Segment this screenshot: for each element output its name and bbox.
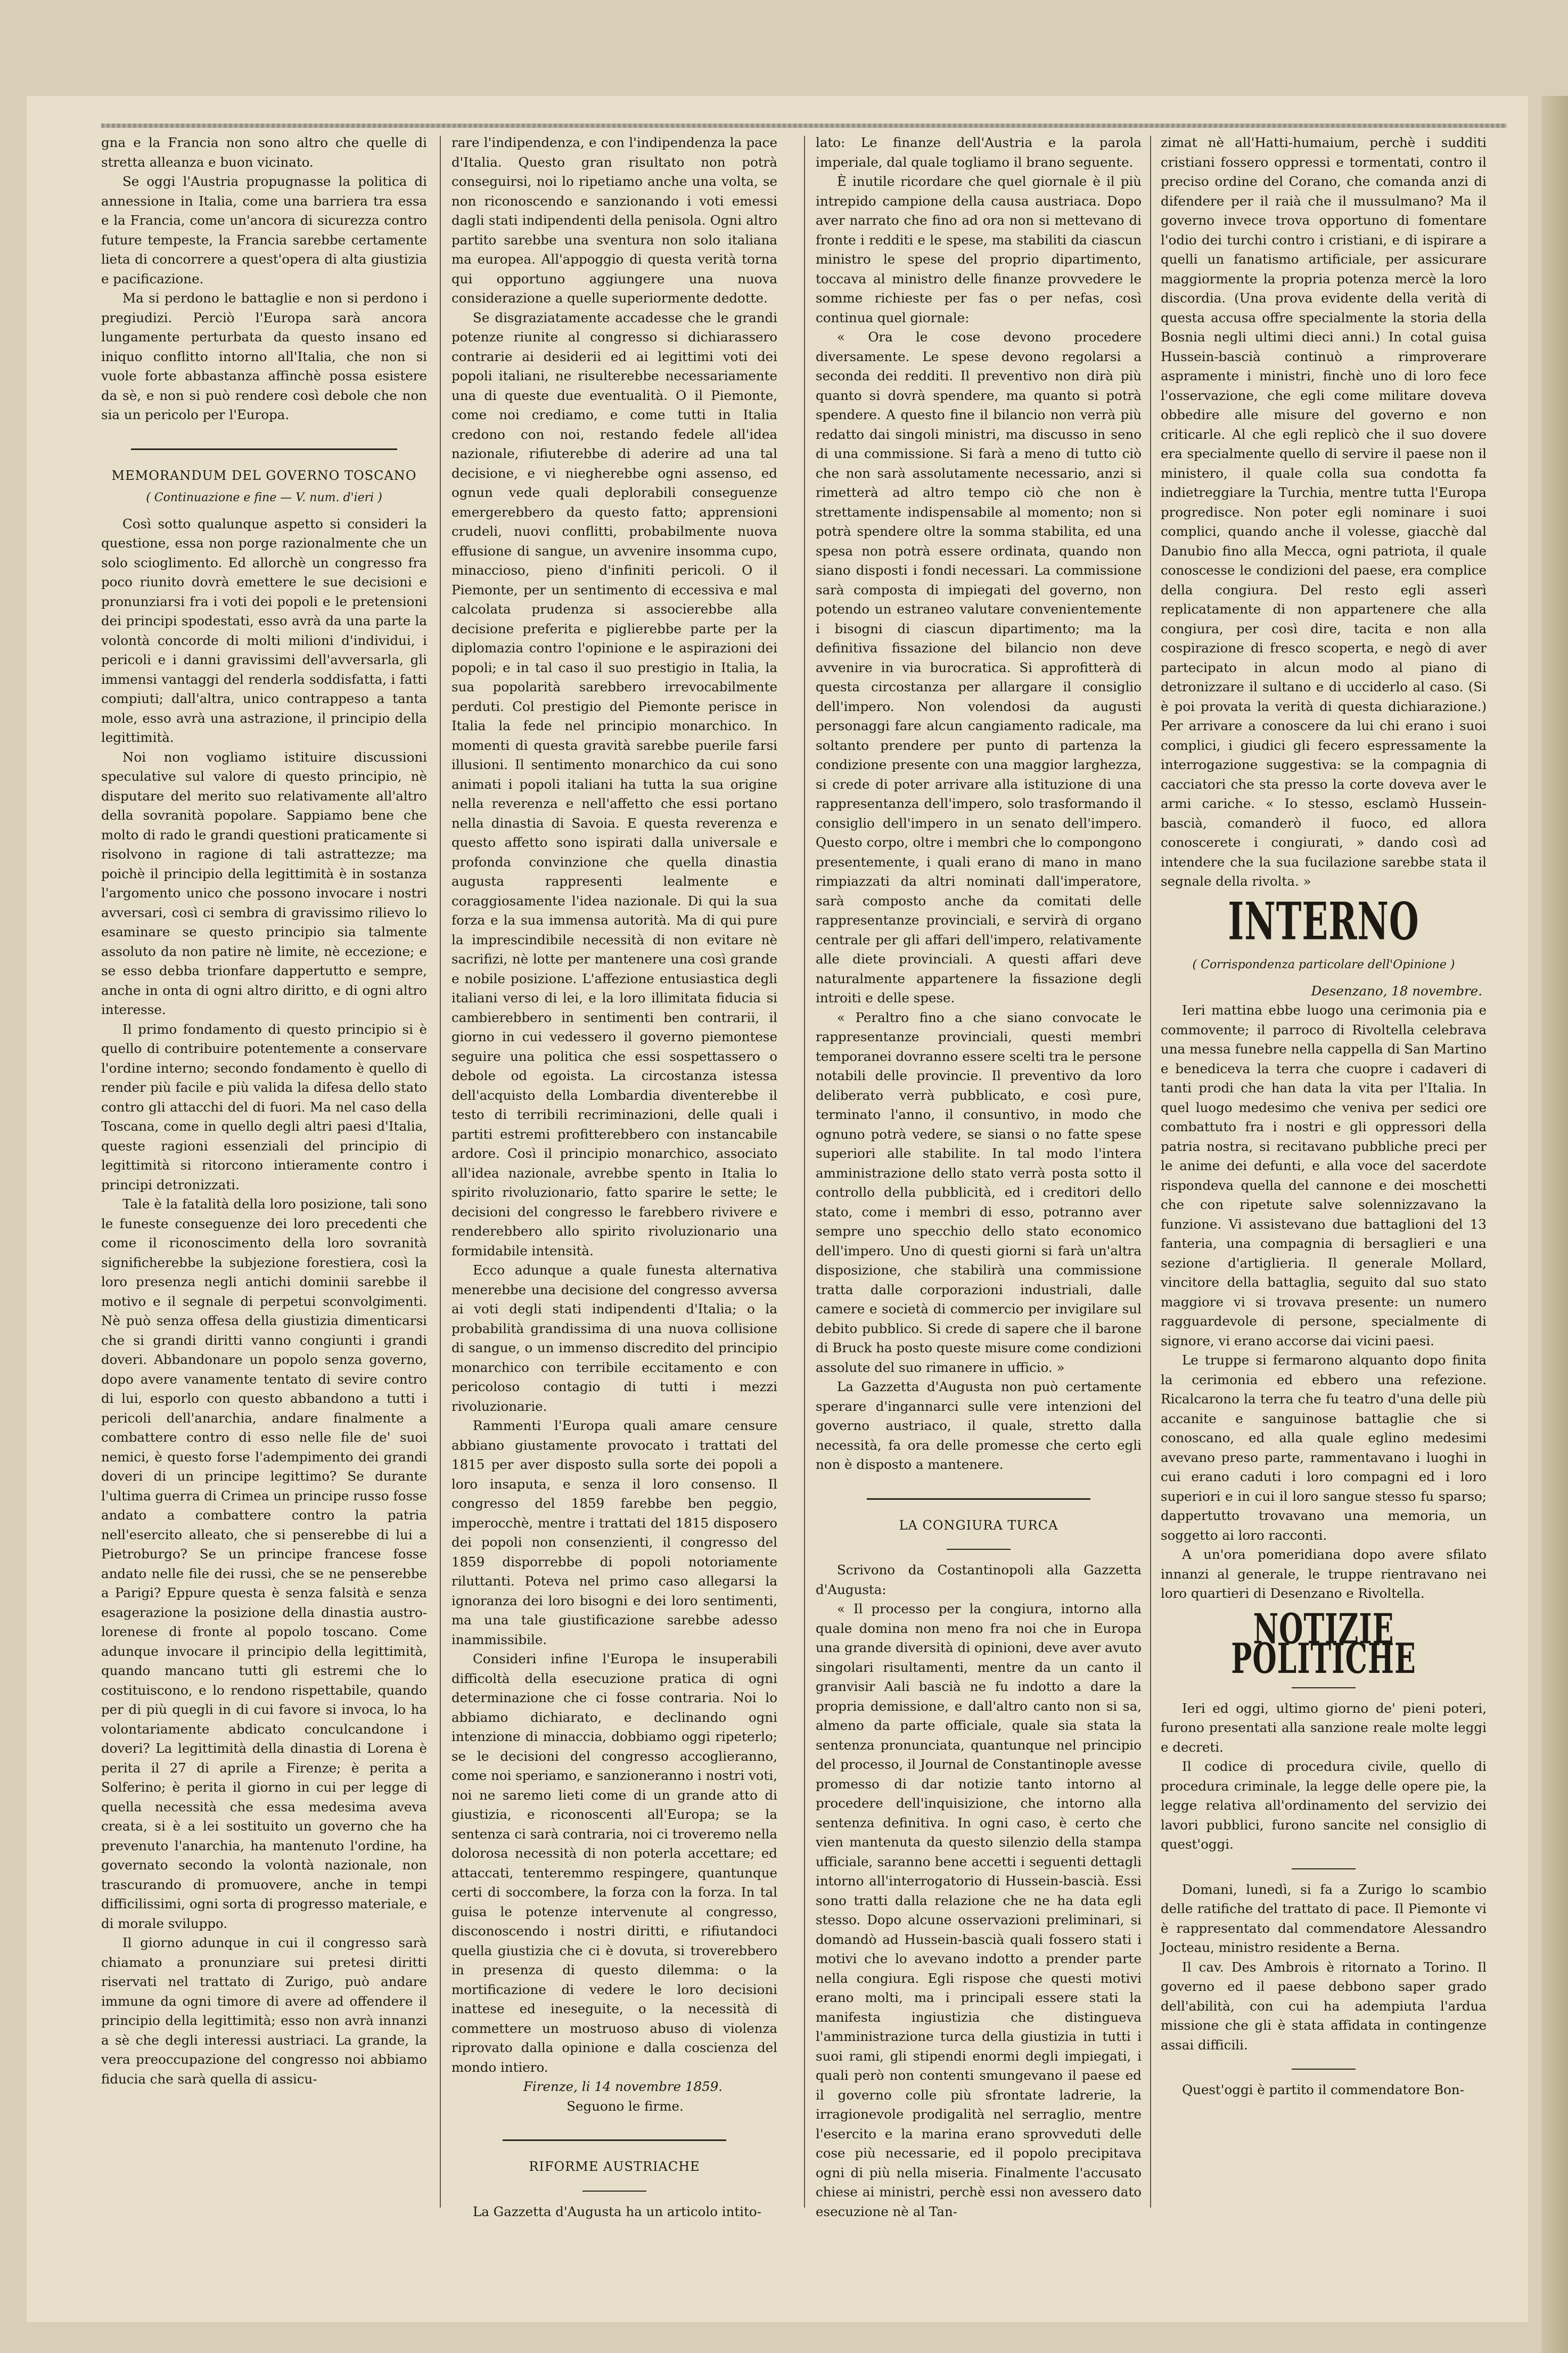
- section-heading-notizie: NOTIZIE POLITICHE: [1231, 1604, 1416, 1682]
- section-heading-riforme: RIFORME AUSTRIACHE: [529, 2159, 700, 2174]
- section-heading-congiura: LA CONGIURA TURCA: [899, 1517, 1058, 1533]
- paragraph: « Il processo per la congiura, intorno alla quale domina non meno fra noi che in Europa una grande diversità di opinioni, deve aver avuto singolari risultamenti, mentre da un canto il granvisir Aali bascià ne fu indotto a dare la propria demissione, e dall'altro canto non si sa, almeno da parte officiale, quale sia stata la sentenza pronunciata, quantunque nel principio del processo, il Journal de Constantinople avesse promesso di dar notizie tanto intorno al procedere dell'inquisizione, che intorno alla sentenza definitiva. In ogni caso, è certo che vien mantenuta da questo silenzio della stampa ufficiale, saranno bene accetti i seguenti dettagli intorno all'interrogatorio di Hussein-bascià. Essi sono tratti dalla relazione che ne ha data egli stesso. Dopo alcune osservazioni preliminari, si domandò ad Hussein-bascià quali fossero stati i motivi che lo avevano indotto a prender parte nella congiura. Egli rispose che questi motivi erano molti, ma i principali essere stati la manifesta ingiustizia che distingueva l'amministrazione turca della giustizia in tutti i suoi rami, gli stipendi enormi degli impiegati, i quali però non contenti smungevano il paese ed il governo colle più sfrontate ladrerie, la irragionevole prodigalità nel serraglio, mentre l'esercito e la marina erano sprovveduti delle cose più necessarie, ed il popolo precipitava ogni di più nella miseria. Finalmente l'accusato chiese ai ministri, perchè essi non avessero dato esecuzione nè al Tan-: [816, 1601, 1142, 2219]
- paragraph: Ma si perdono le battaglie e non si perdono i pregiudizi. Perciò l'Europa sarà ancora lungamente perturbata da questo insano ed iniquo conflitto intorno all'Italia, che non si vuole forte abbastanza affinchè possa esistere da sè, e non si può rendere così debole che non sia un pericolo per l'Europa.: [101, 290, 427, 422]
- paragraph: Rammenti l'Europa quali amare censure abbiano giustamente provocato i trattati del 1815 per aver disposto sulla sorte dei popoli a loro insaputa, e senza il loro consenso. Il congresso del 1859 farebbe ben peggio, imperocchè, mentre i trattati del 1815 disposero dei popoli non consenzienti, il congresso del 1859 disporrebbe di popoli notoriamente riluttanti. Poteva nel primo caso allegarsi la ignoranza dei loro bisogni e dei loro sentimenti, ma una tale giustificazione sarebbe adesso inammissibile.: [451, 1418, 777, 1647]
- divider: [1292, 1687, 1356, 1688]
- paragraph: gna e la Francia non sono altro che quelle di stretta alleanza e buon vicinato.: [101, 135, 427, 170]
- paragraph: Ecco adunque a quale funesta alternativa menerebbe una decisione del congresso avversa ai voti degli stati indipendenti d'Italia; o la probabilità grandissima di una nuova collisione di sangue, o un immenso discredito del principio monarchico con terribile eccitamento e con pericoloso contagio di tutti i mezzi rivoluzionarie.: [451, 1262, 777, 1414]
- paragraph: lato: Le finanze dell'Austria e la parola imperiale, dal quale togliamo il brano seguente.: [816, 135, 1142, 170]
- section-subhead: ( Continuazione e fine — V. num. d'ieri ): [146, 491, 382, 504]
- column-2: [451, 133, 777, 2221]
- paragraph: A un'ora pomeridiana dopo avere sfilato innanzi al generale, le truppe rientravano nei loro quartieri di Desenzano e Rivoltella.: [1161, 1547, 1487, 1601]
- top-border: [101, 124, 1507, 128]
- paragraph: La Gazzetta d'Augusta ha un articolo intito-: [473, 2203, 761, 2219]
- paragraph: Consideri infine l'Europa le insuperabili difficoltà della esecuzione pratica di ogni determinazione che ci fosse contraria. Noi lo abbiamo dichiarato, e declinando ogni intenzione di minaccia, dobbiamo oggi ripeterlo; se le decisioni del congresso accoglieranno, come noi speriamo, e sanzioneranno i nostri voti, noi ne saremo lieti come di un grande atto di giustizia, e riconoscenti all'Europa; se la sentenza ci sarà contraria, noi ci troveremo nella dolorosa necessità di non poterla accettare; ed attaccati, tenteremmo respingere, quantunque certi di soccombere, la forza con la forza. In tal guisa le potenze intervenute al congresso, disconoscendo i nostri diritti, e rifiutandoci quella giustizia che ci è dovuta, si troverebbero in presenza di questo dilemma: o la mortificazione di vedere le loro decisioni inattese ed ineseguite, o la necessità di commettere un mostruoso abuso di violenza riprovato dalla opinione e dalla coscienza del mondo intiero.: [451, 1651, 778, 2075]
- signature-note: Seguono le firme.: [567, 2098, 684, 2114]
- paragraph: Ieri ed oggi, ultimo giorno de' pieni poteri, furono presentati alla sanzione reale molte leggi e decreti.: [1161, 1700, 1487, 1755]
- column-3: [816, 133, 1142, 2221]
- column-rule: [440, 136, 441, 2208]
- divider: [131, 448, 397, 450]
- page-edge: [1541, 96, 1568, 2353]
- paragraph: zimat nè all'Hatti-humaium, perchè i sudditi cristiani fossero oppressi e tormentati, contro il preciso ordine del Corano, che comanda anzi di difendere per il raià che il mussulmano? Ma il governo invece trova opportuno di fomentare l'odio dei turchi contro i cristiani, e di ispirare a quelli un fanatismo artificiale, per assicurare maggiormente la propria potenza mercè la loro discordia. (Una prova evidente della verità di questa accusa offre specialmente la storia della Bosnia negli ultimi dieci anni.) In cotal guisa Hussein-bascià continuò a rimproverare aspramente i ministri, finchè uno di loro fece l'osservazione, che egli come militare doveva obbedire alle misure del governo e non criticarle. Al che egli replicò che il suo dovere era specialmente quello di servire il paese non il ministero, il quale colla sua condotta fa indietreggiare la Turchia, mentre tutta l'Europa progredisce. Non poter egli nominare i suoi complici, quando anche il volesse, giacchè dal Danubio fino alla Mecca, ogni patriota, il quale conoscesse le condizioni del paese, era complice della congiura. Del resto egli asserì replicatamente di non appartenere che alla congiura, per così dire, tacita e non alla cospirazione di fresco scoperta, e negò di aver partecipato in alcun modo al piano di detronizzare il sultano e di ucciderlo al caso. (Si è poi provata la verità di questa dichiarazione.) Per arrivare a conoscere da lui chi erano i suoi complici, i giudici gli fecero espressamente la interrogazione suggestiva: se la compagnia di cacciatori che sta presso la corte doveva aver le armi cariche. « Io stesso, esclamò Hussein-bascià, comanderò il fuoco, ed allora conoscerete i congiurati, » dando così ad intendere che la sua fucilazione sarebbe stata il segnale della rivolta. »: [1161, 135, 1487, 889]
- column-4: [1161, 133, 1487, 2100]
- section-heading-interno: INTERNO: [1228, 892, 1419, 952]
- paragraph: « Peraltro fino a che siano convocate le rappresentanze provinciali, questi membri temporanei dovranno essere scelti tra le persone notabili delle provincie. Il preventivo da loro deliberato verrà pubblicato, e così pure, terminato l'anno, il consuntivo, in modo che ognuno potrà vedere, se siansi o no fatte spese superiori alle stabilite. In tal modo l'intera amministrazione dello stato verrà posta sotto il controllo della pubblicità, ed i creditori dello stato, come i membri di esso, potranno aver sempre uno specchio dello stato economico dell'impero. Uno di questi giorni si farà un'altra disposizione, che stabilirà una commissione tratta dalle corporazioni industriali, dalle camere e società di commercio per invigilare sul debito pubblico. Si crede di sapere che il barone di Bruck ha posto queste misure come condizioni assolute del suo rimanere in ufficio. »: [816, 1009, 1142, 1375]
- divider: [1292, 1868, 1356, 1869]
- paragraph: Il primo fondamento di questo principio si è quello di contribuire potentemente a conservare l'ordine interno; secondo fondamento è quello di render più facile e più valida la difesa dello stato contro gli attacchi del di fuori. Ma nel caso della Toscana, come in quello degli altri paesi d'Italia, queste ragioni essenziali del principio di legittimità si ritorcono intieramente contro i principi detronizzati.: [101, 1021, 427, 1192]
- paragraph: Il cav. Des Ambrois è ritornato a Torino. Il governo ed il paese debbono saper grado dell'abilità, con cui ha adempiuta l'ardua missione che gli è stata affidata in contingenze assai difficili.: [1161, 1959, 1487, 2053]
- dateline: Firenze, li 14 novembre 1859.: [523, 2079, 723, 2094]
- divider: [582, 2191, 646, 2192]
- paragraph: Se disgraziatamente accadesse che le grandi potenze riunite al congresso si dichiarassero contrarie ai desiderii ed ai legittimi voti dei popoli italiani, ne risulterebbe necessariamente una di queste due eventualità. O il Piemonte, come noi crediamo, e come tutti in Italia credono con noi, restando fedele all'idea nazionale, rifiuterebbe di aderire ad una tal decisione, e vi niegherebbe ogni assenso, ed ognun vede quali deplorabili conseguenze emergerebbero da questo fatto; apprensioni crudeli, nuovi conflitti, probabilmente nuova effusione di sangue, un avvenire insomma cupo, minaccioso, pieno d'infiniti pericoli. O il Piemonte, per un sentimento di eccessiva e mal calcolata prudenza si associerebbe alla decisione preferita e piglierebbe parte per la diplomazia contro l'opinione e le aspirazioni dei popoli; e in tal caso il suo prestigio in Italia, la sua popolarità sarebbero irrevocabilmente perduti. Col prestigio del Piemonte perisce in Italia la fede nel principio monarchico. In momenti di questa gravità sarebbe puerile farsi illusioni. Il sentimento monarchico da cui sono animati i popoli italiani ha tutta la sua origine nella reverenza e nell'affetto che essi portano nella dinastia di Savoia. E questa reverenza e questo affetto sono ispirati dalla universale e profonda convinzione che quella dinastia augusta rappresenti lealmente e coraggiosamente l'idea nazionale. Di qui la sua forza e la sua immensa autorità. Ma di qui pure la imprescindibile necessità di non evitare nè sacrifizi, nè lotte per mantenere una così grande e nobile posizione. L'affezione entusiastica degli italiani verso di lei, e la loro illimitata fiducia si cambierebbero in sentimenti ben contrarii, il giorno in cui vedessero il governo piemontese seguire una politica che essi sospettassero o debole od egoista. La circostanza istessa dell'acquisto della Lombardia diventerebbe il testo di terribili recriminazioni, delle quali i partiti estremi profitterebbero con instancabile ardore. Così il principio monarchico, associato all'idea nazionale, avrebbe spento in Italia lo spirito rivoluzionario, fatto sparire le sette; le decisioni del congresso le farebbero rivivere e renderebbero allo spirito rivoluzionario una formidabile intensità.: [451, 309, 777, 1259]
- divider: [503, 2139, 726, 2141]
- paragraph: È inutile ricordare che quel giornale è il più intrepido campione della causa austriaca. Dopo aver narrato che fino ad ora non si mettevano di fronte i redditi e le spese, ma stabiliti da ciascun ministro le spese del proprio dipartimento, toccava al ministro delle finanze provvedere le somme richieste per fas o per nefas, così continua quel giornale:: [816, 174, 1142, 325]
- paragraph: La Gazzetta d'Augusta non può certamente sperare d'ingannarci sulle vere intenzioni del governo austriaco, il quale, stretto dalla necessità, fa ora delle promesse che certo egli non è disposto a mantenere.: [816, 1379, 1142, 1472]
- paragraph: Il giorno adunque in cui il congresso sarà chiamato a pronunziare sui pretesi diritti riservati nel trattato di Zurigo, può andare immune da ogni timore di avere ad offendere il principio della legittimità; esso non avrà innanzi a sè che degli interessi austriaci. La grande, la vera preoccupazione del congresso noi abbiamo fiducia che sarà quella di assicu-: [101, 1935, 427, 2087]
- divider: [1292, 2069, 1356, 2070]
- paragraph: Se oggi l'Austria propugnasse la politica di annessione in Italia, come una barriera tra essa e la Francia, come un'ancora di sicurezza contro future tempeste, la Francia sarebbe certamente lieta di concorrere a quest'opera di alta giustizia e pacificazione.: [101, 174, 427, 287]
- divider: [947, 1549, 1011, 1550]
- section-subhead: ( Corrispondenza particolare dell'Opinione ): [1192, 958, 1455, 971]
- paragraph: Ieri mattina ebbe luogo una cerimonia pia e commovente; il parroco di Rivoltella celebrava una messa funebre nella cappella di San Martino e benediceva la terra che cuopre i cadaveri di tanti prodi che han data la vita per l'Italia. In quel luogo medesimo che veniva per sedici ore combattuto fra i nostri e gli oppressori della patria nostra, si recitavano pubbliche preci per le anime dei defunti, e alla voce del sacerdote rispondeva quella del cannone e dei moschetti che con ripetute salve solennizzavano la funzione. Vi assistevano due battaglioni del 13 fanteria, una compagnia di bersaglieri e una sezione d'artiglieria. Il generale Mollard, vincitore della battaglia, seguito dal suo stato maggiore vi si trovava presente: un numero ragguardevole di persone, specialmente di signore, vi erano accorse dai vicini paesi.: [1161, 1002, 1487, 1349]
- paragraph: Scrivono da Costantinopoli alla Gazzetta d'Augusta:: [816, 1562, 1142, 1597]
- paragraph: Le truppe si fermarono alquanto dopo finita la cerimonia ed ebbero una refezione. Ricalcarono la terra che fu teatro d'una delle più accanite e sanguinose battaglie che si conoscano, ed alla quale eglino medesimi avevano preso parte, rammentavano i luoghi in cui erano caduti i loro compagni ed i loro superiori e in cui il loro sangue stesso fu sparso; dappertutto trovavano una memoria, un soggetto ai loro racconti.: [1161, 1352, 1487, 1543]
- dateline: Desenzano, 18 novembre.: [1311, 983, 1482, 999]
- paragraph: Domani, lunedì, si fa a Zurigo lo scambio delle ratifiche del trattato di pace. Il Piemonte vi è rappresentato dal commendatore Alessandro Jocteau, ministro residente a Berna.: [1161, 1881, 1487, 1955]
- section-heading-memorandum: MEMORANDUM DEL GOVERNO TOSCANO: [111, 468, 417, 483]
- paragraph: Così sotto qualunque aspetto si consideri la questione, essa non porge razionalmente che un solo scioglimento. Ed allorchè un congresso fra poco riunito dovrà emettere le sue decisioni e pronunziarsi fra i voti dei popoli e le pretensioni dei principi spodestati, esso avrà da una parte la volontà concorde di molti milioni d'individui, i pericoli e i danni gravissimi dell'avversarla, gli immensi vantaggi del renderla soddisfatta, i fatti compiuti; dall'altra, unico contrappeso a tanta mole, esso avrà una astrazione, il principio della legittimità.: [101, 516, 427, 745]
- paragraph: « Ora le cose devono procedere diversamente. Le spese devono regolarsi a seconda dei redditi. Il preventivo non dirà più quanto si dovrà spendere, ma quanto si potrà spendere. A questo fine il bilancio non verrà più redatto dai singoli ministri, ma discusso in seno di una commissione. Si farà a meno di tutto ciò che non sarà assolutamente necessario, anzi si rimetterà ad altro tempo ciò che non è strettamente indispensabile al momento; non si potrà spendere oltre la somma stabilita, ed una spesa non potrà essere ordinata, quando non siano disposti i fondi necessari. La commissione sarà composta di impiegati del governo, non potendo un estraneo valutare convenientemente i bisogni di ciascun dipartimento; ma la definitiva fissazione del bilancio non deve avvenire in via burocratica. Si approfitterà di questa circostanza per allargare il consiglio dell'impero. Non volendosi da augusti personaggi fare alcun cangiamento radicale, ma soltanto prendere per punto di partenza la condizione presente con una maggior larghezza, si crede di poter arrivare alla istituzione di una rappresentanza dell'impero, solo trasformando il consiglio dell'impero in un senato dell'impero. Questo corpo, oltre i membri che lo compongono presentemente, i quali erano di mano in mano rimpiazzati da altri nominati dall'imperatore, sarà composto anche da comitati delle rappresentanze provinciali, e servirà di organo centrale per gli affari dell'impero, relativamente alle diete provinciali. A questi affari deve naturalmente appartenere la fissazione degli introiti e delle spese.: [816, 329, 1142, 1006]
- divider: [867, 1498, 1090, 1500]
- paragraph: Noi non vogliamo istituire discussioni speculative sul valore di questo principio, nè disputare del merito suo relativamente all'altro della sovranità popolare. Sappiamo bene che molto di rado le grandi questioni praticamente si risolvono in ragione di tali astrattezze; ma poichè il principio della legittimità è in sostanza l'argomento unico che possono invocare i nostri avversari, così ci sembra di gravissimo rilievo lo esaminare se questo principio sia talmente assoluto da non patire nè limite, nè eccezione; e se esso debba trionfare dappertutto e sempre, anche in onta di ogni altro diritto, e di ogni altro interesse.: [101, 749, 427, 1017]
- paragraph: Tale è la fatalità della loro posizione, tali sono le funeste conseguenze dei loro precedenti che come il riconoscimento della loro sovranità significherebbe la subjezione forestiera, così la loro presenza negli antichi dominii sarebbe il motivo e il segnale di perpetui sconvolgimenti. Nè può senza offesa della giustizia dimenticarsi che si grandi diritti vanno congiunti i grandi doveri. Abbandonare un popolo senza governo, dopo avere vanamente tentato di sevire contro di lui, esporlo con questo abbandono a tutti i pericoli dell'anarchia, andare finalmente a combattere contro di esso nelle file de' suoi nemici, è questo forse l'adempimento dei grandi doveri di un principe legittimo? Se durante l'ultima guerra di Crimea un principe russo fosse andato a combattere contro la patria nell'esercito alleato, che si penserebbe di lui a Pietroburgo? Se un principe francese fosse andato nelle file dei russi, che se ne penserebbe a Parigi? Eppure questa è senza falsità e senza esagerazione la posizione della dinastia austro-lorenese di fronte al popolo toscano. Come adunque invocare il principio della legittimità, quando mancano tutti gli estremi che lo costituiscono, e lo rendono rispettabile, quando per di più quegli in di cui favore si invoca, lo ha volontariamente abdicato conculcandone i doveri? La legittimità della dinastia di Lorena è perita il 27 di aprile a Firenze; è perita a Solferino; è perita il giorno in cui per legge di quella necessità che essa medesima aveva creata, si è a lei sostituito un governo che ha prevenuto l'anarchia, ha mantenuto l'ordine, ha governato secondo la volontà nazionale, non trascurando di promuovere, anche in tempi difficilissimi, ogni sorta di progresso materiale, e di morale sviluppo.: [101, 1196, 427, 1931]
- paragraph: Il codice di procedura civile, quello di procedura criminale, la legge delle opere pie, la legge relativa all'ordinamento del servizio dei lavori pubblici, furono sancite nel consiglio di quest'oggi.: [1161, 1759, 1487, 1852]
- column-rule: [804, 136, 805, 2208]
- paragraph: rare l'indipendenza, e con l'indipendenza la pace d'Italia. Questo gran risultato non potrà conseguirsi, noi lo ripetiamo anche una volta, se non riconoscendo e sanzionando i voti emessi dagli stati indipendenti della penisola. Ogni altro partito sarebbe una sventura non solo italiana ma europea. All'appoggio di questa verità torna qui opportuno aggiungere una nuova considerazione a quelle superiormente dedotte.: [451, 135, 777, 306]
- column-rule: [1150, 136, 1151, 2208]
- paragraph: Quest'oggi è partito il commendatore Bon-: [1182, 2082, 1464, 2097]
- column-1: [101, 133, 427, 2089]
